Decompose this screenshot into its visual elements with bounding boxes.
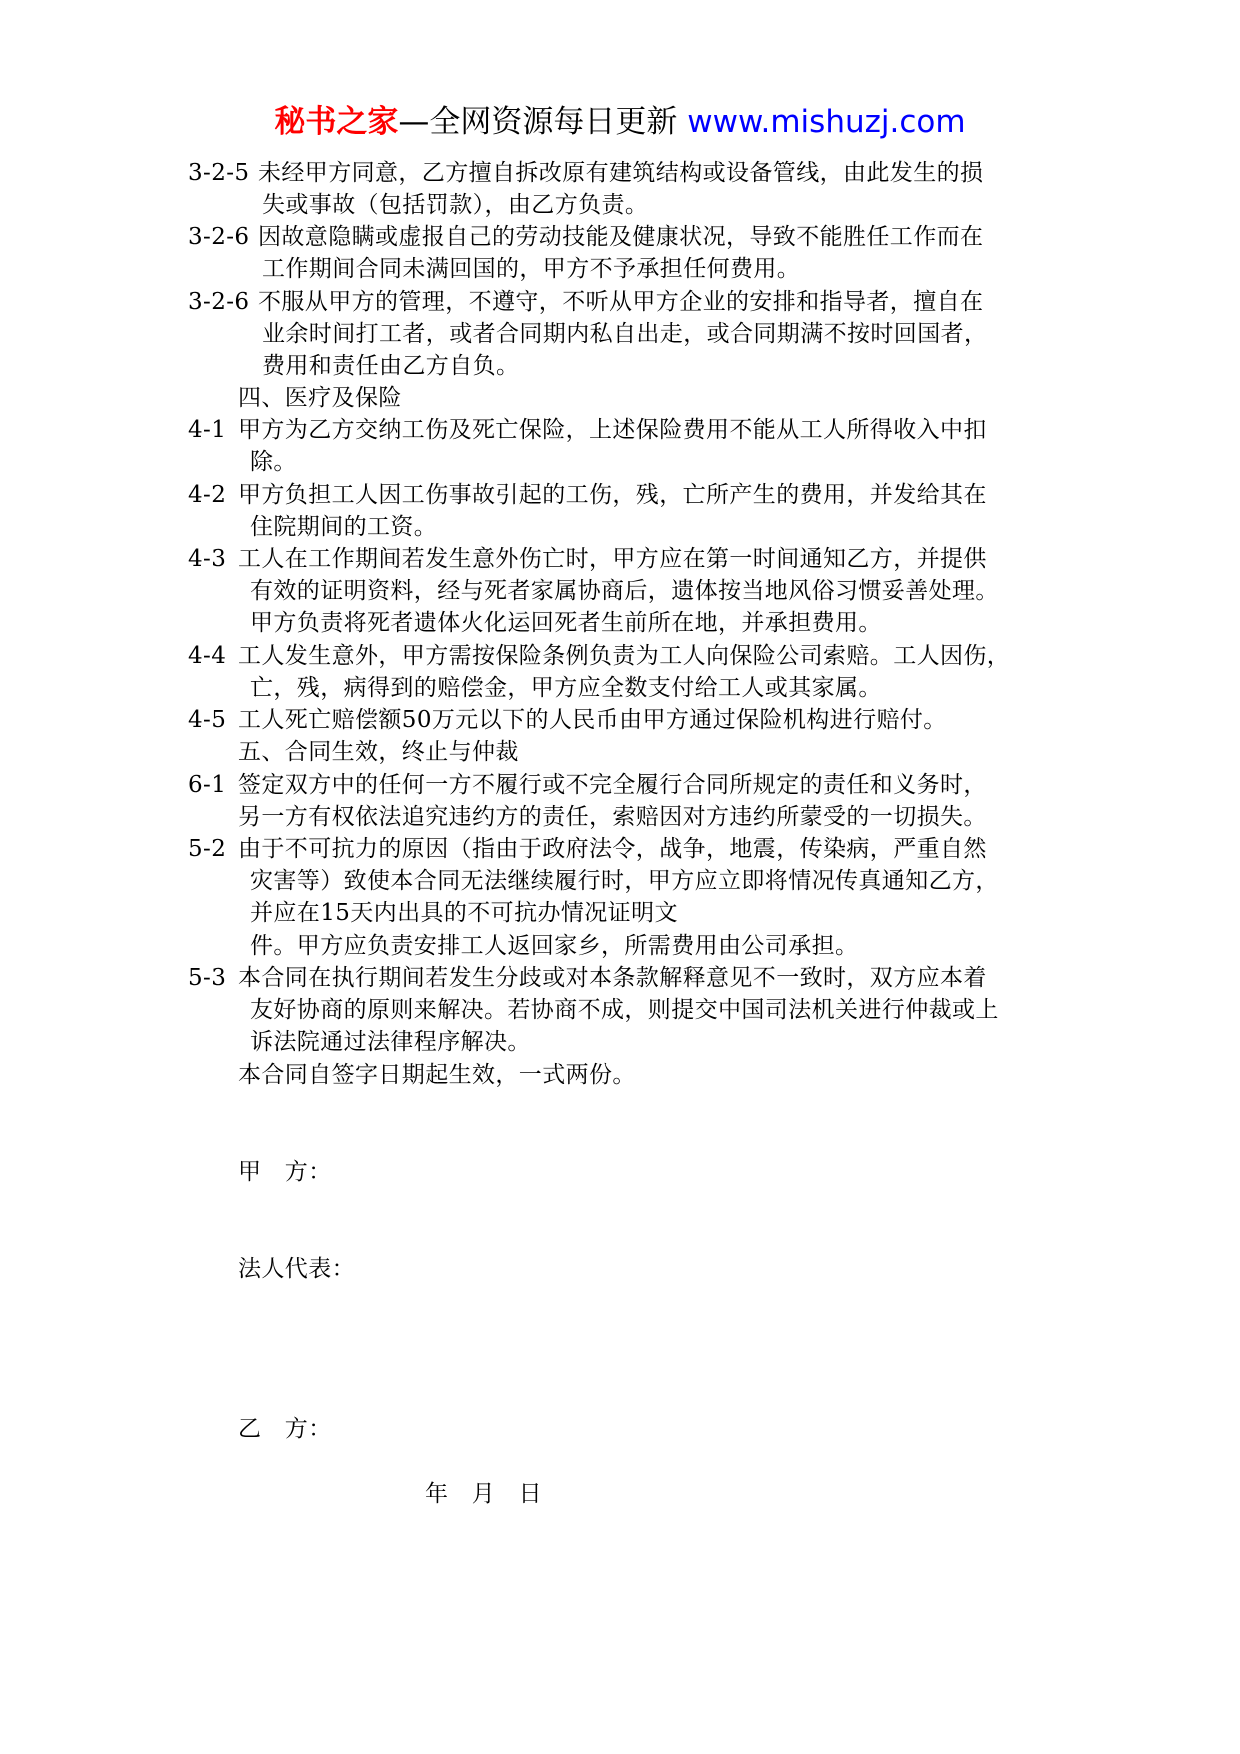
clause-5-2-cont1: 灾害等）致使本合同无法继续履行时，甲方应立即将情况传真通知乙方，: [250, 868, 999, 894]
signing-date: 年 月 日: [425, 1481, 542, 1507]
clause-3-2-6-b-cont2: 费用和责任由乙方自负。: [262, 353, 520, 379]
clause-4-1: 4-1 甲方为乙方交纳工伤及死亡保险，上述保险费用不能从工人所得收入中扣: [188, 417, 987, 443]
party-b-label: 乙 方：: [238, 1416, 332, 1442]
clause-3-2-6-a: 3-2-6 因故意隐瞒或虚报自己的劳动技能及健康状况，导致不能胜任工作而在: [188, 224, 984, 250]
clause-3-2-6-b-cont1: 业余时间打工者，或者合同期内私自出走，或合同期满不按时回国者，: [262, 321, 988, 347]
clause-5-2-cont3: 件。甲方应负责安排工人返回家乡，所需费用由公司承担。: [250, 933, 859, 959]
clause-5-3-cont1: 友好协商的原则来解决。若协商不成，则提交中国司法机关进行仲裁或上: [250, 997, 999, 1023]
clause-4-3: 4-3 工人在工作期间若发生意外伤亡时，甲方应在第一时间通知乙方，并提供: [188, 546, 987, 572]
clause-5-2-cont2: 并应在15天内出具的不可抗办情况证明文: [250, 900, 678, 926]
site-brand: 秘书之家: [274, 104, 399, 140]
clause-4-3-cont2: 甲方负责将死者遗体火化运回死者生前所在地，并承担费用。: [250, 610, 882, 636]
clause-4-4: 4-4 工人发生意外，甲方需按保险条例负责为工人向保险公司索赔。工人因伤，: [188, 643, 1011, 669]
effective-statement: 本合同自签字日期起生效，一式两份。: [238, 1062, 636, 1088]
section-4-heading: 四、医疗及保险: [238, 385, 402, 411]
clause-4-2-cont: 住院期间的工资。: [250, 514, 438, 540]
party-a-label: 甲 方：: [238, 1159, 332, 1185]
legal-rep-label: 法人代表：: [238, 1256, 355, 1282]
site-slogan: —全网资源每日更新: [398, 104, 678, 140]
clause-4-1-cont: 除。: [250, 449, 297, 475]
site-url[interactable]: www.mishuzj.com: [687, 104, 966, 140]
clause-4-4-cont: 亡，残，病得到的赔偿金，甲方应全数支付给工人或其家属。: [250, 675, 882, 701]
clause-4-3-cont1: 有效的证明资料，经与死者家属协商后，遗体按当地风俗习惯妥善处理。: [250, 578, 999, 604]
clause-5-3-cont2: 诉法院通过法律程序解决。: [250, 1029, 531, 1055]
clause-6-1: 6-1 签定双方中的任何一方不履行或不完全履行合同所规定的责任和义务时，: [188, 772, 987, 798]
clause-3-2-5-cont: 失或事故（包括罚款），由乙方负责。: [262, 192, 649, 218]
section-5-heading: 五、合同生效，终止与仲裁: [238, 739, 519, 765]
clause-4-5: 4-5 工人死亡赔偿额50万元以下的人民币由甲方通过保险机构进行赔付。: [188, 707, 947, 733]
clause-5-3: 5-3 本合同在执行期间若发生分歧或对本条款解释意见不一致时，双方应本着: [188, 965, 987, 991]
clause-4-2: 4-2 甲方负担工人因工伤事故引起的工伤，残，亡所产生的费用，并发给其在: [188, 482, 987, 508]
clause-5-2: 5-2 由于不可抗力的原因（指由于政府法令，战争，地震，传染病，严重自然: [188, 836, 987, 862]
site-header: [0, 102, 1240, 142]
clause-3-2-5: 3-2-5 未经甲方同意，乙方擅自拆改原有建筑结构或设备管线，由此发生的损: [188, 160, 984, 186]
clause-6-1-cont: 另一方有权依法追究违约方的责任，索赔因对方违约所蒙受的一切损失。: [238, 804, 987, 830]
clause-3-2-6-a-cont: 工作期间合同未满回国的，甲方不予承担任何费用。: [262, 256, 801, 282]
clause-3-2-6-b: 3-2-6 不服从甲方的管理，不遵守，不听从甲方企业的安排和指导者，擅自在: [188, 289, 984, 315]
